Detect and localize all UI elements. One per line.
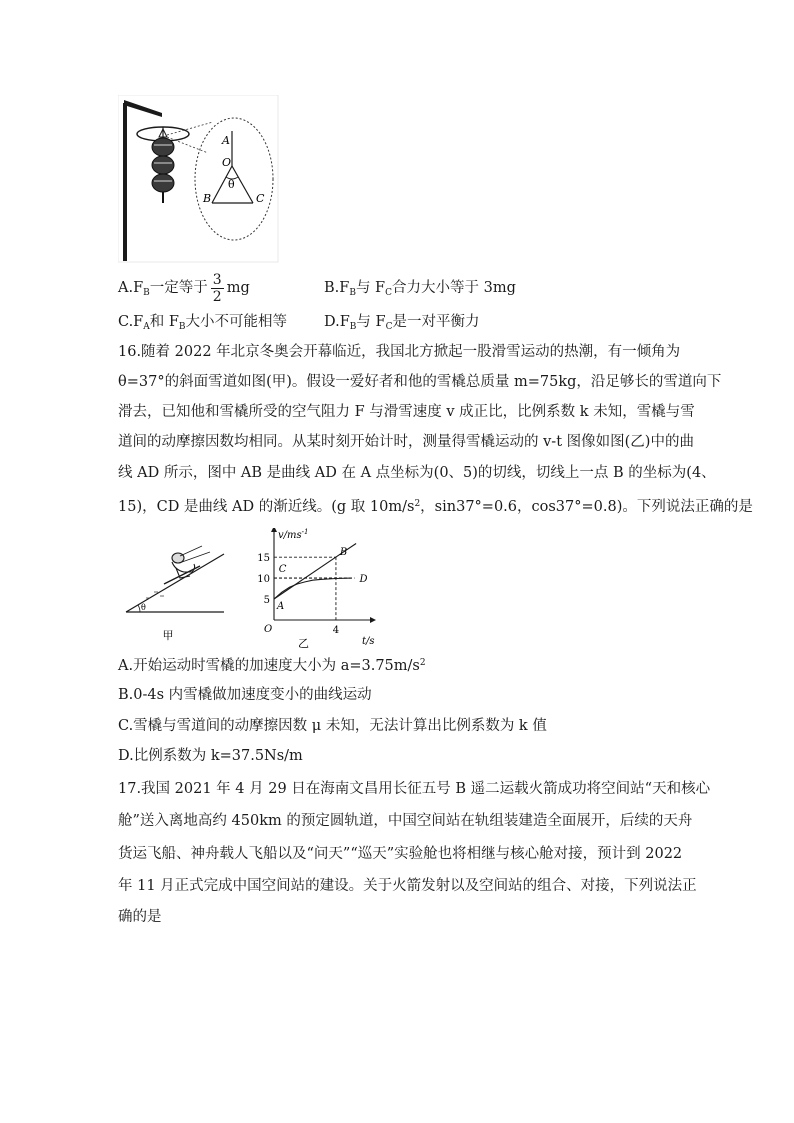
q17-line-5: 确的是 (118, 909, 162, 925)
q16-option-c: C.雪橇与雪道间的动摩擦因数 μ 未知，无法计算出比例系数为 k 值 (118, 718, 547, 734)
point-label-d: D (359, 574, 368, 586)
slope-angle-arc (138, 605, 140, 612)
x-axis-label: t/s (362, 636, 375, 647)
q16-line-2: θ=37°的斜面雪道如图(甲)。假设一爱好者和他的雪橇总质量 m=75kg，沿足够长的雪道向下 (118, 374, 722, 390)
lantern-1 (152, 138, 174, 156)
y-axis-label: $v/ms^{-1}$ (278, 528, 309, 541)
q17-line-4: 年 11 月正式完成中国空间站的建设。关于火箭发射以及空间站的组合、对接，下列说法正 (118, 878, 697, 894)
q17-line-2: 舱”送入离地高约 450km 的预定圆轨道，中国空间站在轨组装建造全面展开，后续的天舟 (118, 813, 693, 829)
q15-option-c: $C.F_A$和 $F_B$大小不可能相等 (118, 314, 288, 332)
fraction-three-halves: $\frac{3}{2}$ (212, 271, 222, 305)
q16-line-4: 道间的动摩擦因数均相同。从某时刻开始计时，测量得雪橇运动的 v-t 图像如图(乙)中的曲 (118, 434, 694, 450)
point-label-b: B (339, 547, 348, 559)
y-tick-5: 5 (263, 595, 270, 607)
figure-jia-caption: 甲 (162, 629, 174, 642)
label-c: C (256, 192, 265, 205)
x-axis-arrow (370, 617, 376, 623)
slope-angle-label: θ (141, 603, 146, 612)
q15-option-d: $D.F_B$与 $F_C$是一对平衡力 (324, 314, 480, 332)
q16-option-a: A.开始运动时雪橇的加速度大小为 $a=3.75m/s^2$ (118, 658, 426, 674)
y-axis-label-sup: -1 (301, 528, 309, 536)
figure-lantern-frame (118, 95, 278, 262)
lantern-3 (152, 174, 174, 192)
y-axis-arrow (271, 528, 277, 532)
q17-line-1: 17.我国 2021 年 4 月 29 日在海南文昌用长征五号 B 遥二运载火箭成功将空间站“天和核心 (118, 781, 711, 797)
lamp-pole (123, 103, 127, 261)
figure-jia (120, 538, 232, 644)
q16-line-6: 15)，CD 是曲线 AD 的渐近线。(g 取 $10m/s^2$，sin37°=0.6，cos37°=0.8)。下列说法正确的是 (118, 499, 753, 515)
lantern-2 (152, 156, 174, 174)
q16-option-b: B.0-4s 内雪橇做加速度变小的曲线运动 (118, 687, 372, 703)
chart-caption: 乙 (298, 637, 309, 648)
point-label-a: A (277, 601, 285, 613)
q15-option-a: $A.F_B$一定等于 $\frac{3}{2}$ mg (118, 271, 250, 305)
x-tick-4: 4 (332, 625, 340, 636)
label-b: B (203, 192, 212, 205)
q16-line-5: 线 AD 所示，图中 AB 是曲线 AD 在 A 点坐标为(0、5)的切线，切线上一点 B 的坐标为(4、 (118, 465, 716, 481)
q15-option-b: $B.F_B$与 $F_C$合力大小等于 3mg (324, 280, 516, 298)
series-ad (274, 578, 351, 599)
q16-option-d: D.比例系数为 k=37.5Ns/m (118, 748, 303, 764)
figure-yi-vt-chart (248, 528, 378, 648)
label-a: A (222, 134, 230, 147)
figure-lantern (118, 95, 288, 263)
label-theta: θ (228, 178, 235, 191)
q17-line-3: 货运飞船、神舟载人飞船以及“问天”“巡天”实验舱也将相继与核心舱对接，预计到 2022 (118, 846, 683, 862)
q16-line-3: 滑去，已知他和雪橇所受的空气阻力 F 与滑雪速度 v 成正比，比例系数 k 未知，雪橇与雪 (118, 404, 695, 420)
skier-figure (164, 546, 210, 584)
q16-line-1: 16.随着 2022 年北京冬奥会开幕临近，我国北方掀起一股滑雪运动的热潮，有一倾角为 (118, 344, 681, 360)
chart-labels (257, 528, 374, 648)
y-tick-15: 15 (257, 553, 270, 565)
point-label-c: C (278, 564, 287, 576)
y-tick-10: 10 (257, 574, 270, 586)
origin-label: O (264, 624, 273, 635)
label-o: O (222, 156, 232, 169)
